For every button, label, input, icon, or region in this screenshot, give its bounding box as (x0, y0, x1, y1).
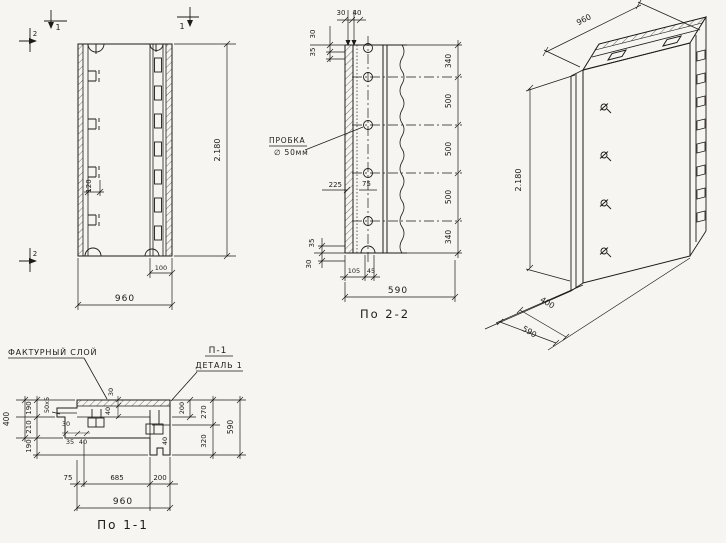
right-edge-hatch (166, 44, 172, 256)
dim-590-label: 590 (387, 286, 409, 296)
section-11-outline (57, 400, 170, 455)
iso-front-face (583, 43, 690, 283)
iso-keyed-edge-ladder (697, 50, 705, 222)
isometric-view (485, 0, 706, 350)
section-mark-1-right-label: 1 (179, 22, 185, 31)
dim11-right-b: 320 (200, 434, 208, 448)
plate-strip-label: 50х5 (43, 396, 51, 414)
plug-callout-line2: ∅ 50мм (274, 148, 309, 157)
section-1-1-view (2, 346, 246, 532)
dim11-top-a: 30 (107, 387, 115, 397)
section-mark-1-left (44, 10, 67, 32)
channel-keys (155, 58, 162, 240)
dim-bracket-label: 120 (85, 179, 93, 193)
dim-top-a: 30 (336, 9, 346, 17)
section-2-2-label: По 2-2 (359, 307, 411, 321)
dim11-left-0: 190 (25, 401, 33, 415)
dim-hole-label: 75 (362, 180, 371, 188)
iso-plug-hole-marks (600, 104, 611, 258)
dim-right-3: 500 (444, 189, 453, 205)
section-mark-1-right (177, 7, 199, 31)
dim-left-a: 30 (309, 29, 317, 39)
section-mark-2-top-label: 2 (32, 30, 38, 38)
dim-bot-c: 105 (347, 267, 361, 275)
iso-lifting-slot-1 (608, 50, 626, 60)
top-notches (88, 44, 163, 54)
section-mark-2-bottom (19, 248, 37, 272)
dim-right-0: 340 (444, 53, 453, 69)
dim11-right-total: 590 (226, 419, 235, 435)
embedded-brackets (88, 70, 99, 226)
dim11-left-2: 190 (25, 439, 33, 453)
elevation-view (19, 7, 236, 310)
section-top-bottom-edges (345, 45, 407, 253)
dim11-top-b: 40 (104, 406, 112, 416)
section-mark-2-top (19, 28, 37, 52)
dim-bot-b: 30 (305, 259, 313, 269)
dim-face-label: 225 (328, 181, 342, 189)
dim-upperleft-lines (326, 26, 345, 62)
facture-callout-label: ФАКТУРНЫЙ СЛОЙ (8, 348, 98, 357)
dim11-left-1: 210 (25, 420, 33, 434)
dim11-left-total: 400 (2, 411, 11, 427)
dim11-width-label: 960 (112, 497, 134, 507)
dim11-200-label: 200 (178, 401, 186, 415)
iso-dim-height-lines (526, 75, 575, 281)
detail-mark-label: П-1 (208, 346, 228, 356)
dim-height-lines (174, 41, 236, 259)
iso-dim-height-label: 2.180 (514, 168, 523, 192)
panel-face-lines (83, 44, 166, 256)
iso-dim-960-label: 960 (575, 12, 593, 28)
dim11-plate-h: 40 (161, 436, 169, 446)
iso-left-return (571, 70, 583, 291)
facture-layer-edge (78, 44, 83, 256)
facture-layer-band (345, 45, 353, 253)
embedded-plate-2 (146, 410, 163, 434)
dim11-corner-b: 35 (65, 438, 75, 446)
dim11-top-ticks (116, 396, 121, 419)
dim-right-2: 500 (444, 141, 453, 157)
dim-top-b: 40 (352, 9, 362, 17)
dim11-corner-a: 30 (61, 420, 71, 428)
dim-channel-label: 100 (154, 264, 168, 272)
iso-dim-590-label: 590 (520, 324, 539, 340)
dim11-bot-0: 75 (63, 474, 73, 482)
dim-left-b: 35 (309, 47, 317, 57)
dim-width-label: 960 (114, 294, 136, 304)
iso-top-hatch-strip (595, 17, 706, 50)
dim-height-label: 2.180 (213, 138, 222, 162)
section-mark-1-left-label: 1 (55, 23, 61, 32)
facture-callout-leader (8, 358, 107, 399)
edge-extensions (310, 45, 462, 253)
dim11-corner-c: 40 (78, 438, 88, 446)
embedded-plate-1 (88, 409, 104, 427)
dim-right-4: 340 (444, 229, 453, 245)
dim-bot-d: 45 (366, 267, 376, 275)
detail-callout-label: ДЕТАЛЬ 1 (195, 361, 243, 370)
iso-lifting-slot-2 (663, 36, 681, 46)
section-mark-2-bottom-label: 2 (32, 250, 38, 258)
keyed-edge-wavy (400, 45, 404, 253)
plug-callout-line1: ПРОБКА (269, 136, 306, 145)
dim-right-1: 500 (444, 93, 453, 109)
facture-layer-band-11 (77, 400, 170, 406)
dim11-bot-2: 200 (153, 474, 167, 482)
bottom-notches (85, 248, 159, 256)
dim11-corner-ticks (62, 431, 90, 436)
dim-rightchain-lines (455, 40, 461, 258)
iso-dim-400-label: 400 (538, 295, 557, 311)
section-1-1-label: По 1-1 (97, 518, 149, 532)
dim11-right-a: 270 (200, 405, 208, 419)
dim11-bot-1: 685 (110, 474, 124, 482)
panel-outline (78, 44, 172, 256)
dim-bot-a: 35 (308, 238, 316, 248)
section-2-2-view (269, 9, 462, 321)
iso-dim-depth-lines (485, 258, 690, 350)
